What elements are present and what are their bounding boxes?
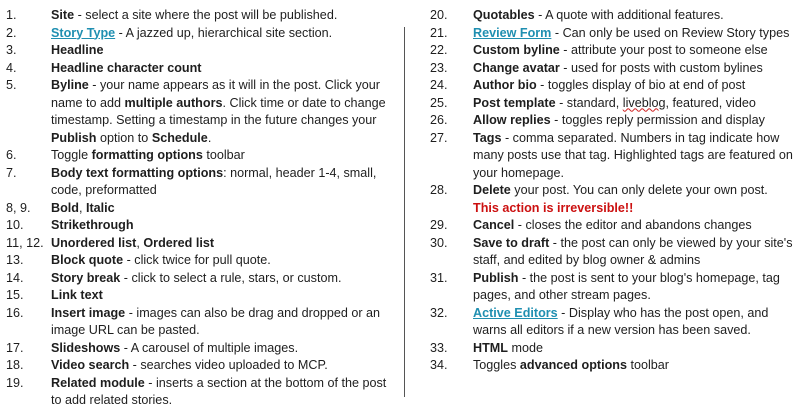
item-number: 2. xyxy=(6,25,17,40)
irreversible-warning: This action is irreversible!! xyxy=(473,200,634,215)
item-desc: - your name appears as it will in the post. Click your name to add xyxy=(51,78,380,110)
list-item xyxy=(430,130,798,183)
item-desc: - comma separated. Numbers in tag indicate how many posts use that tag. Highlighted tags are featured on your homepage. xyxy=(473,130,793,180)
list-item xyxy=(0,77,398,147)
list-item xyxy=(0,25,398,43)
item-term: Save to draft xyxy=(473,235,550,250)
list-item xyxy=(430,95,798,113)
item-term: Link text xyxy=(51,288,103,302)
item-number: 1. xyxy=(6,8,17,22)
list-item xyxy=(430,42,798,60)
item-term: Strikethrough xyxy=(51,218,134,232)
column-divider xyxy=(404,27,405,397)
list-item xyxy=(430,270,798,305)
item-term: Byline xyxy=(51,78,89,92)
list-item xyxy=(0,287,398,305)
item-desc: - A quote with additional features. xyxy=(534,8,724,22)
item-desc: toolbar xyxy=(202,148,245,162)
item-number: 30. xyxy=(430,235,448,250)
item-term: Quotables xyxy=(473,8,535,22)
item-number: 33. xyxy=(430,340,448,355)
list-item xyxy=(430,112,798,130)
item-term: Insert image xyxy=(51,305,126,320)
item-desc: - attribute your post to someone else xyxy=(559,43,768,57)
item-term: HTML xyxy=(473,340,508,355)
item-number: 8, 9. xyxy=(6,200,31,215)
item-desc: - images can also be drag and dropped or an image URL can be pasted. xyxy=(51,305,381,337)
list-item xyxy=(430,235,798,270)
review-form-link[interactable]: Review Form xyxy=(473,25,552,40)
item-number: 7. xyxy=(6,165,17,180)
active-editors-link[interactable]: Active Editors xyxy=(473,305,558,320)
item-number: 28. xyxy=(430,183,448,197)
item-desc: toolbar xyxy=(626,358,669,372)
item-term: Block quote xyxy=(51,253,124,267)
list-item xyxy=(0,200,398,218)
item-term: Body text formatting options xyxy=(51,165,224,180)
item-term: Custom byline xyxy=(473,43,560,57)
item-desc: option to xyxy=(96,130,152,145)
item-term: Site xyxy=(51,8,75,22)
list-item xyxy=(0,60,398,78)
item-term: Publish xyxy=(473,270,519,285)
item-term: Delete xyxy=(473,183,511,197)
item-number: 31. xyxy=(430,270,448,285)
item-term: Change avatar xyxy=(473,60,560,75)
item-desc: - click twice for pull quote. xyxy=(123,253,271,267)
item-desc: - toggles reply permission and display xyxy=(550,113,765,127)
item-desc: - standard, xyxy=(555,95,623,110)
item-term: Headline character count xyxy=(51,60,202,75)
item-term: Author bio xyxy=(473,78,537,92)
item-number: 5. xyxy=(6,78,17,92)
item-desc: mode xyxy=(507,340,543,355)
item-desc: , featured, video xyxy=(665,95,756,110)
list-item xyxy=(430,25,798,43)
item-desc: Toggles xyxy=(473,358,520,372)
item-desc: - select a site where the post will be published. xyxy=(74,8,338,22)
list-item xyxy=(0,235,398,253)
list-item xyxy=(430,7,798,25)
right-column xyxy=(430,0,798,372)
item-term: Slideshows xyxy=(51,340,121,355)
item-number: 22. xyxy=(430,43,448,57)
list-item xyxy=(0,340,398,358)
item-number: 14. xyxy=(6,270,24,285)
item-number: 32. xyxy=(430,305,448,320)
item-desc: your post. You can only delete your own post. xyxy=(510,183,768,197)
item-term: Story break xyxy=(51,270,121,285)
item-term: Related module xyxy=(51,375,145,390)
list-item xyxy=(0,305,398,340)
item-desc: - Display who has the post open, and warns all editors if a new version has been saved. xyxy=(473,305,769,337)
item-number: 27. xyxy=(430,130,448,145)
list-item xyxy=(0,165,398,200)
item-number: 19. xyxy=(6,375,24,390)
item-term: Tags xyxy=(473,130,502,145)
list-item xyxy=(0,147,398,165)
item-number: 13. xyxy=(6,253,24,267)
spellcheck-word: liveblog xyxy=(622,95,666,110)
item-term: formatting options xyxy=(91,148,203,162)
item-term: Italic xyxy=(85,200,115,215)
item-term: Publish xyxy=(51,130,97,145)
item-number: 16. xyxy=(6,305,24,320)
item-number: 6. xyxy=(6,148,17,162)
item-desc: - A carousel of multiple images. xyxy=(120,340,299,355)
item-number: 15. xyxy=(6,288,24,302)
item-term: multiple authors xyxy=(124,95,223,110)
item-desc: . xyxy=(207,130,212,145)
list-item xyxy=(0,270,398,288)
item-desc: - A jazzed up, hierarchical site section. xyxy=(115,25,333,40)
item-desc: , xyxy=(136,235,144,250)
item-term: Unordered list xyxy=(51,235,137,250)
item-term: Cancel xyxy=(473,218,515,232)
item-term: Video search xyxy=(51,358,130,372)
list-item xyxy=(0,357,398,375)
item-term: advanced options xyxy=(519,358,627,372)
item-desc: - toggles display of bio at end of post xyxy=(536,78,746,92)
item-number: 4. xyxy=(6,60,17,75)
item-desc: - Can only be used on Review Story types xyxy=(551,25,790,40)
list-item xyxy=(0,7,398,25)
item-term: Headline xyxy=(51,43,104,57)
item-number: 20. xyxy=(430,8,448,22)
item-desc: - searches video uploaded to MCP. xyxy=(129,358,328,372)
list-item xyxy=(430,340,798,358)
list-item xyxy=(430,217,798,235)
item-term: Bold xyxy=(51,200,79,215)
item-term: Ordered list xyxy=(143,235,215,250)
item-desc: Toggle xyxy=(51,148,92,162)
item-desc: - the post is sent to your blog's homepage, tag pages, and other stream pages. xyxy=(473,270,780,302)
item-number: 17. xyxy=(6,340,24,355)
item-number: 10. xyxy=(6,218,24,232)
list-item xyxy=(0,375,398,410)
list-item xyxy=(430,182,798,217)
item-number: 34. xyxy=(430,358,448,372)
item-number: 18. xyxy=(6,358,24,372)
item-desc: - inserts a section at the bottom of the post to add related stories. xyxy=(51,375,387,407)
list-item xyxy=(430,357,798,375)
list-item xyxy=(0,217,398,235)
item-desc: . Click time or date to change timestamp. Setting a timestamp in the future changes your xyxy=(51,95,386,127)
item-number: 24. xyxy=(430,78,448,92)
story-type-link[interactable]: Story Type xyxy=(51,25,116,40)
item-term: Post template xyxy=(473,95,556,110)
item-desc: - closes the editor and abandons changes xyxy=(514,218,752,232)
item-desc: : normal, header 1-4, small, code, preformatted xyxy=(51,165,377,197)
item-number: 25. xyxy=(430,95,448,110)
item-number: 11, 12. xyxy=(6,235,44,250)
left-column xyxy=(0,0,398,407)
list-item xyxy=(0,42,398,60)
item-desc: - the post can only be viewed by your site's staff, and edited by blog owner & admins xyxy=(473,235,793,267)
item-desc: - used for posts with custom bylines xyxy=(559,60,763,75)
item-number: 29. xyxy=(430,218,448,232)
item-number: 3. xyxy=(6,43,17,57)
item-desc: - click to select a rule, stars, or custom. xyxy=(120,270,342,285)
list-item xyxy=(430,77,798,95)
item-number: 26. xyxy=(430,113,448,127)
list-item xyxy=(430,305,798,340)
item-number: 21. xyxy=(430,25,448,40)
item-term: Allow replies xyxy=(473,113,551,127)
item-desc: , xyxy=(78,200,86,215)
item-number: 23. xyxy=(430,60,448,75)
list-item xyxy=(430,60,798,78)
item-term: Schedule xyxy=(151,130,208,145)
list-item xyxy=(0,252,398,270)
